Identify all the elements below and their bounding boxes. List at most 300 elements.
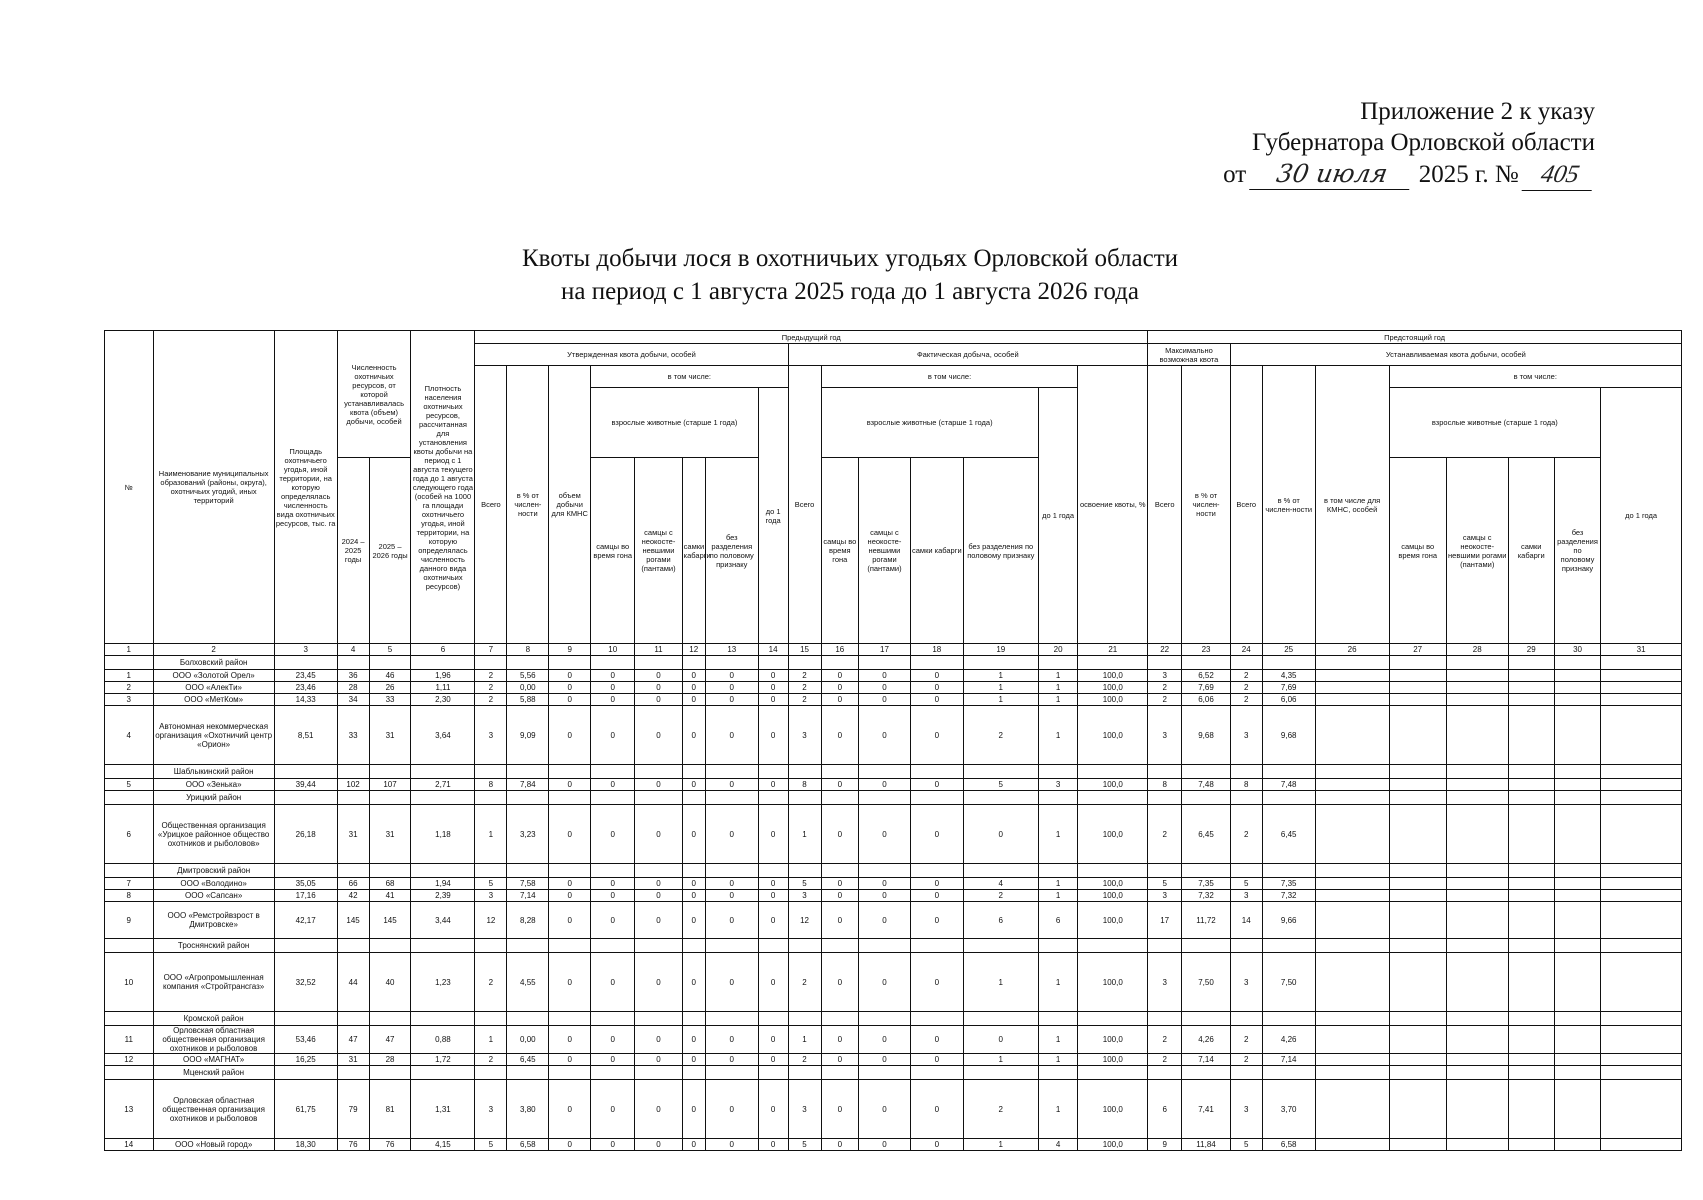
- column-number: 30: [1554, 644, 1600, 656]
- table-cell: 0: [705, 890, 758, 902]
- table-cell: 7,35: [1262, 878, 1315, 890]
- table-cell: 1: [475, 1026, 507, 1054]
- col-header-males-rut-27: самцы во время гона: [1389, 458, 1446, 644]
- district-no-cell: [105, 765, 154, 779]
- table-cell: 0: [910, 953, 963, 1012]
- district-empty-cell: [821, 791, 858, 805]
- table-cell: 2,39: [411, 890, 475, 902]
- table-cell: 2: [475, 953, 507, 1012]
- table-cell: 7,69: [1182, 682, 1231, 694]
- table-cell: 0: [821, 779, 858, 791]
- hunting-ground-name: ООО «Володино»: [153, 878, 274, 890]
- table-cell: 0: [591, 670, 635, 682]
- table-cell: 2: [1148, 1054, 1182, 1066]
- district-empty-cell: [1078, 1066, 1148, 1080]
- table-cell: 0: [682, 805, 705, 864]
- table-cell: 0: [910, 694, 963, 706]
- table-cell: 3,23: [507, 805, 549, 864]
- table-cell: 1: [1038, 1026, 1078, 1054]
- table-cell: 79: [337, 1080, 369, 1139]
- district-empty-cell: [1038, 1066, 1078, 1080]
- district-empty-cell: [411, 939, 475, 953]
- table-cell: 5: [475, 878, 507, 890]
- district-empty-cell: [1315, 656, 1389, 670]
- district-empty-cell: [337, 765, 369, 779]
- district-empty-cell: [1508, 1012, 1554, 1026]
- table-cell: 4,55: [507, 953, 549, 1012]
- district-empty-cell: [859, 765, 911, 779]
- district-empty-cell: [337, 864, 369, 878]
- table-cell: 0: [859, 1139, 911, 1151]
- table-cell: 1,23: [411, 953, 475, 1012]
- col-header-males-antlers-17: самцы с неокосте-невшими рогами (пантами): [859, 458, 911, 644]
- table-cell: [1446, 1054, 1508, 1066]
- table-cell: 0: [859, 1054, 911, 1066]
- table-cell: 1: [963, 1139, 1038, 1151]
- district-empty-cell: [1554, 765, 1600, 779]
- table-cell: 0: [910, 890, 963, 902]
- district-empty-cell: [591, 791, 635, 805]
- hunting-ground-name: ООО «МетКом»: [153, 694, 274, 706]
- table-cell: 0: [910, 779, 963, 791]
- table-cell: 2: [788, 682, 821, 694]
- table-cell: 0: [859, 779, 911, 791]
- district-name: Шаблыкинский район: [153, 765, 274, 779]
- district-empty-cell: [1446, 939, 1508, 953]
- table-cell: [1446, 670, 1508, 682]
- table-cell: 4,35: [1262, 670, 1315, 682]
- table-cell: 2,71: [411, 779, 475, 791]
- hunting-ground-name: ООО «Зенька»: [153, 779, 274, 791]
- district-empty-cell: [682, 765, 705, 779]
- table-cell: 0: [758, 805, 788, 864]
- table-cell: 0: [859, 953, 911, 1012]
- column-number: 3: [274, 644, 337, 656]
- col-header-incl-kmns: в том числе для КМНС, особей: [1315, 366, 1389, 644]
- table-cell: [1446, 1139, 1508, 1151]
- table-cell: 0: [635, 805, 682, 864]
- district-empty-cell: [758, 656, 788, 670]
- table-cell: 0: [635, 779, 682, 791]
- column-number: 21: [1078, 644, 1148, 656]
- table-cell: 7,48: [1262, 779, 1315, 791]
- table-cell: 0: [635, 670, 682, 682]
- table-cell: 145: [369, 902, 411, 939]
- table-cell: 36: [337, 670, 369, 682]
- table-cell: 3,70: [1262, 1080, 1315, 1139]
- district-empty-cell: [591, 1066, 635, 1080]
- col-header-name: Наименование муниципальных образований (районы, округа), охотничьих угодий, иных территорий: [153, 331, 274, 644]
- table-cell: 5: [1230, 878, 1262, 890]
- table-cell: [1601, 890, 1682, 902]
- col-header-kmns-9: объем добычи для КМНС: [549, 366, 591, 644]
- hunting-ground-name: ООО «Агропромышленная компания «Стройтрансгаз»: [153, 953, 274, 1012]
- table-cell: 23,45: [274, 670, 337, 682]
- table-cell: 6,45: [1182, 805, 1231, 864]
- table-cell: 100,0: [1078, 953, 1148, 1012]
- table-cell: 3: [788, 1080, 821, 1139]
- district-empty-cell: [411, 791, 475, 805]
- table-cell: [1389, 682, 1446, 694]
- table-cell: 7,48: [1182, 779, 1231, 791]
- table-cell: 0: [859, 682, 911, 694]
- column-number: 5: [369, 644, 411, 656]
- table-cell: [1601, 1026, 1682, 1054]
- table-cell: 31: [337, 1054, 369, 1066]
- table-cell: [1554, 706, 1600, 765]
- table-cell: 0: [549, 670, 591, 682]
- table-cell: 3: [475, 1080, 507, 1139]
- table-cell: [1601, 779, 1682, 791]
- table-cell: 0: [821, 1139, 858, 1151]
- table-row: [105, 805, 1682, 864]
- table-cell: 7,32: [1182, 890, 1231, 902]
- table-cell: 3,64: [411, 706, 475, 765]
- table-cell: [1315, 890, 1389, 902]
- table-cell: 0: [705, 1026, 758, 1054]
- district-empty-cell: [1389, 1012, 1446, 1026]
- col-header-y2024: 2024 – 2025 годы: [337, 458, 369, 644]
- table-cell: 0: [591, 1080, 635, 1139]
- district-empty-cell: [788, 791, 821, 805]
- table-cell: 0: [758, 706, 788, 765]
- col-header-females-29: самки кабарги: [1508, 458, 1554, 644]
- column-number: 22: [1148, 644, 1182, 656]
- table-cell: 7,69: [1262, 682, 1315, 694]
- table-cell: 0: [821, 1054, 858, 1066]
- table-row: [105, 706, 1682, 765]
- table-cell: 4,26: [1262, 1026, 1315, 1054]
- table-cell: 3: [1230, 890, 1262, 902]
- district-empty-cell: [1554, 939, 1600, 953]
- table-cell: 2,30: [411, 694, 475, 706]
- district-empty-cell: [1601, 656, 1682, 670]
- table-cell: 0: [549, 779, 591, 791]
- table-cell: 1: [1038, 805, 1078, 864]
- table-cell: 102: [337, 779, 369, 791]
- table-cell: 0: [682, 1026, 705, 1054]
- district-empty-cell: [337, 656, 369, 670]
- hunting-ground-name: Автономная некоммерческая организация «Охотничий центр «Орион»: [153, 706, 274, 765]
- table-cell: [1508, 1080, 1554, 1139]
- table-cell: 5,56: [507, 670, 549, 682]
- table-cell: [1389, 1139, 1446, 1151]
- table-cell: 2: [475, 1054, 507, 1066]
- table-cell: 0: [859, 902, 911, 939]
- district-empty-cell: [1389, 765, 1446, 779]
- quota-table-body: [105, 644, 1682, 1151]
- district-empty-cell: [1148, 656, 1182, 670]
- handwritten-date: 30 июля: [1250, 158, 1416, 190]
- table-cell: [1508, 706, 1554, 765]
- district-empty-cell: [274, 656, 337, 670]
- table-cell: 100,0: [1078, 706, 1148, 765]
- table-cell: 0: [635, 1139, 682, 1151]
- table-cell: 0: [821, 1080, 858, 1139]
- district-empty-cell: [1230, 1066, 1262, 1080]
- table-cell: 4,26: [1182, 1026, 1231, 1054]
- table-cell: 0,88: [411, 1026, 475, 1054]
- table-cell: 0: [705, 682, 758, 694]
- table-cell: 100,0: [1078, 1054, 1148, 1066]
- column-number: 12: [682, 644, 705, 656]
- district-name: Урицкий район: [153, 791, 274, 805]
- table-cell: [1446, 1026, 1508, 1054]
- table-cell: 1: [1038, 682, 1078, 694]
- district-empty-cell: [1262, 1012, 1315, 1026]
- district-empty-cell: [682, 656, 705, 670]
- table-cell: 0: [910, 670, 963, 682]
- hunting-ground-name: Орловская областная общественная организация охотников и рыболовов: [153, 1080, 274, 1139]
- district-empty-cell: [758, 765, 788, 779]
- district-row: [105, 864, 1682, 878]
- table-cell: 11,72: [1182, 902, 1231, 939]
- table-cell: 5: [105, 779, 154, 791]
- table-cell: 61,75: [274, 1080, 337, 1139]
- col-header-adults-c: взрослые животные (старше 1 года): [1389, 388, 1601, 458]
- district-empty-cell: [635, 1066, 682, 1080]
- table-cell: 0: [705, 1139, 758, 1151]
- table-cell: [1601, 805, 1682, 864]
- table-cell: 7,35: [1182, 878, 1231, 890]
- table-cell: [1389, 779, 1446, 791]
- district-empty-cell: [705, 791, 758, 805]
- district-empty-cell: [337, 1012, 369, 1026]
- district-empty-cell: [591, 939, 635, 953]
- table-cell: 2: [1230, 694, 1262, 706]
- table-cell: 1: [1038, 890, 1078, 902]
- district-empty-cell: [910, 656, 963, 670]
- district-empty-cell: [337, 939, 369, 953]
- district-empty-cell: [705, 864, 758, 878]
- district-empty-cell: [1389, 939, 1446, 953]
- district-empty-cell: [963, 864, 1038, 878]
- table-cell: 100,0: [1078, 902, 1148, 939]
- district-empty-cell: [411, 1012, 475, 1026]
- district-empty-cell: [682, 1012, 705, 1026]
- district-empty-cell: [475, 656, 507, 670]
- table-cell: 0: [821, 670, 858, 682]
- district-empty-cell: [682, 1066, 705, 1080]
- table-cell: 1,72: [411, 1054, 475, 1066]
- table-cell: 2: [1148, 682, 1182, 694]
- table-cell: 0: [635, 953, 682, 1012]
- district-empty-cell: [1230, 864, 1262, 878]
- district-empty-cell: [1182, 1012, 1231, 1026]
- col-header-adults-a: взрослые животные (старше 1 года): [591, 388, 759, 458]
- title-line-2: на период с 1 августа 2025 года до 1 августа 2026 года: [560, 278, 1139, 305]
- table-cell: [1315, 1054, 1389, 1066]
- district-empty-cell: [1508, 864, 1554, 878]
- district-empty-cell: [910, 864, 963, 878]
- table-cell: 5: [963, 779, 1038, 791]
- table-cell: 2: [788, 670, 821, 682]
- district-empty-cell: [758, 791, 788, 805]
- district-empty-cell: [705, 1012, 758, 1026]
- table-row: [105, 878, 1682, 890]
- table-cell: [1601, 682, 1682, 694]
- table-row: [105, 1026, 1682, 1054]
- table-cell: [1554, 682, 1600, 694]
- table-cell: 2: [1148, 1026, 1182, 1054]
- hunting-ground-name: Орловская областная общественная организация охотников и рыболовов: [153, 1026, 274, 1054]
- column-number: 26: [1315, 644, 1389, 656]
- table-cell: 2: [1148, 694, 1182, 706]
- district-empty-cell: [910, 791, 963, 805]
- col-header-no-sex-30: без разделения по половому признаку: [1554, 458, 1600, 644]
- table-cell: 32,52: [274, 953, 337, 1012]
- col-header-males-rut-10: самцы во время гона: [591, 458, 635, 644]
- district-empty-cell: [1262, 791, 1315, 805]
- table-cell: 76: [369, 1139, 411, 1151]
- table-cell: 0: [591, 890, 635, 902]
- table-cell: 2: [1230, 682, 1262, 694]
- table-cell: [1446, 1080, 1508, 1139]
- column-number: 9: [549, 644, 591, 656]
- table-cell: 1,94: [411, 878, 475, 890]
- table-cell: 0: [758, 1080, 788, 1139]
- table-cell: 0: [821, 902, 858, 939]
- district-empty-cell: [411, 765, 475, 779]
- district-empty-cell: [1230, 1012, 1262, 1026]
- table-cell: 12: [788, 902, 821, 939]
- table-cell: 0: [758, 1139, 788, 1151]
- col-header-incl-b: в том числе:: [821, 366, 1078, 388]
- table-cell: 8: [1148, 779, 1182, 791]
- table-cell: 8,51: [274, 706, 337, 765]
- district-empty-cell: [635, 939, 682, 953]
- col-header-males-antlers-11: самцы с неокосте-невшими рогами (пантами): [635, 458, 682, 644]
- table-cell: 1: [105, 670, 154, 682]
- district-empty-cell: [705, 939, 758, 953]
- table-cell: 6,58: [1262, 1139, 1315, 1151]
- table-cell: 107: [369, 779, 411, 791]
- table-cell: 0: [963, 805, 1038, 864]
- district-empty-cell: [549, 1066, 591, 1080]
- table-cell: 0: [705, 805, 758, 864]
- table-cell: [1554, 779, 1600, 791]
- district-empty-cell: [1078, 939, 1148, 953]
- table-row: [105, 1139, 1682, 1151]
- district-empty-cell: [1182, 765, 1231, 779]
- table-cell: 0: [591, 779, 635, 791]
- table-cell: 17: [1148, 902, 1182, 939]
- table-cell: [1315, 878, 1389, 890]
- district-empty-cell: [1601, 791, 1682, 805]
- table-cell: 5: [788, 878, 821, 890]
- col-header-prev-year: Предыдущий год: [475, 331, 1148, 344]
- district-empty-cell: [635, 656, 682, 670]
- table-cell: 3: [1148, 670, 1182, 682]
- district-empty-cell: [788, 864, 821, 878]
- table-cell: 2: [788, 953, 821, 1012]
- table-cell: 0: [758, 953, 788, 1012]
- district-empty-cell: [549, 656, 591, 670]
- quota-table: [104, 330, 1682, 1151]
- district-no-cell: [105, 864, 154, 878]
- col-header-total-22: Всего: [1148, 366, 1182, 644]
- table-cell: [1315, 902, 1389, 939]
- district-empty-cell: [1078, 656, 1148, 670]
- table-cell: 0: [859, 694, 911, 706]
- district-empty-cell: [507, 656, 549, 670]
- district-empty-cell: [1389, 791, 1446, 805]
- table-cell: [1446, 779, 1508, 791]
- col-header-under1-14: до 1 года: [758, 388, 788, 644]
- district-name: Троснянский район: [153, 939, 274, 953]
- year-label: 2025 г. №: [1418, 161, 1519, 188]
- table-cell: 100,0: [1078, 1080, 1148, 1139]
- table-cell: [1508, 1054, 1554, 1066]
- table-cell: 0: [635, 902, 682, 939]
- district-empty-cell: [1078, 791, 1148, 805]
- table-cell: 4: [105, 706, 154, 765]
- table-row: [105, 953, 1682, 1012]
- table-cell: 0: [758, 779, 788, 791]
- table-cell: [1389, 902, 1446, 939]
- district-empty-cell: [1389, 1066, 1446, 1080]
- table-cell: 0: [591, 805, 635, 864]
- table-cell: 3: [475, 706, 507, 765]
- table-cell: [1554, 694, 1600, 706]
- table-cell: [1508, 878, 1554, 890]
- table-cell: 9: [1148, 1139, 1182, 1151]
- table-cell: 0: [821, 890, 858, 902]
- table-cell: [1554, 890, 1600, 902]
- table-cell: 0: [963, 1026, 1038, 1054]
- table-cell: 39,44: [274, 779, 337, 791]
- table-cell: [1315, 805, 1389, 864]
- table-cell: 28: [337, 682, 369, 694]
- column-number: 18: [910, 644, 963, 656]
- district-empty-cell: [591, 656, 635, 670]
- table-cell: [1389, 694, 1446, 706]
- district-empty-cell: [635, 765, 682, 779]
- table-cell: 0: [705, 878, 758, 890]
- table-cell: 2: [788, 1054, 821, 1066]
- table-cell: 0: [635, 1026, 682, 1054]
- district-row: [105, 1012, 1682, 1026]
- district-empty-cell: [549, 791, 591, 805]
- table-cell: 7,41: [1182, 1080, 1231, 1139]
- table-cell: 1: [1038, 670, 1078, 682]
- table-cell: 1: [963, 694, 1038, 706]
- table-cell: 2: [1148, 805, 1182, 864]
- district-empty-cell: [274, 1066, 337, 1080]
- table-cell: 31: [337, 805, 369, 864]
- table-cell: [1554, 878, 1600, 890]
- table-cell: 3: [1230, 706, 1262, 765]
- table-cell: 0: [705, 1080, 758, 1139]
- table-cell: 6,06: [1262, 694, 1315, 706]
- table-cell: [1315, 779, 1389, 791]
- table-cell: [1389, 1054, 1446, 1066]
- appendix-date-line: [1195, 158, 1595, 191]
- district-empty-cell: [1389, 656, 1446, 670]
- district-empty-cell: [1601, 864, 1682, 878]
- table-cell: [1446, 953, 1508, 1012]
- district-empty-cell: [1554, 1066, 1600, 1080]
- table-cell: 0: [635, 694, 682, 706]
- district-empty-cell: [411, 864, 475, 878]
- table-cell: 0: [635, 682, 682, 694]
- column-number: 23: [1182, 644, 1231, 656]
- table-cell: 7,50: [1182, 953, 1231, 1012]
- district-empty-cell: [1182, 1066, 1231, 1080]
- table-cell: 3: [788, 890, 821, 902]
- table-cell: 3,44: [411, 902, 475, 939]
- district-empty-cell: [821, 1012, 858, 1026]
